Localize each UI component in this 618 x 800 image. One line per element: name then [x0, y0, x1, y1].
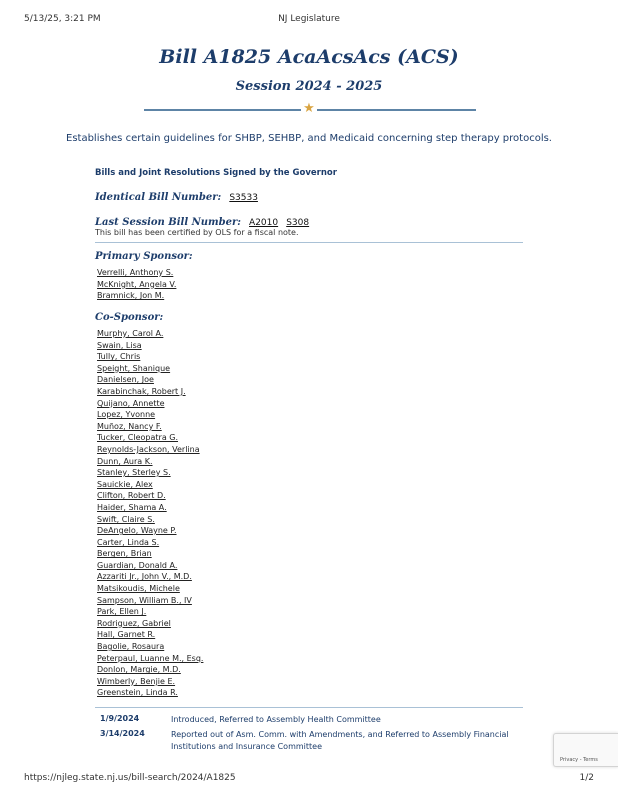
sponsor-link[interactable]: Swain, Lisa — [97, 340, 142, 350]
sponsor-link[interactable]: Danielsen, Joe — [97, 375, 154, 385]
sponsor-link[interactable]: Reynolds-Jackson, Verlina — [97, 444, 200, 454]
sponsor-link[interactable]: McKnight, Angela V. — [97, 279, 177, 289]
sponsor-link[interactable]: Stanley, Sterley S. — [97, 468, 171, 478]
bill-actions — [100, 714, 520, 752]
print-url: https://njleg.state.nj.us/bill-search/2024/A1825 — [24, 773, 236, 783]
sponsor-link[interactable]: Greenstein, Linda R. — [97, 688, 178, 698]
recaptcha-badge[interactable] — [553, 733, 618, 767]
bill-synopsis: Establishes certain guidelines for SHBP, SEHBP, and Medicaid concerning step therapy protocols. — [66, 133, 552, 144]
sponsor-link[interactable]: Azzariti Jr., John V., M.D. — [97, 572, 192, 582]
sponsor-link[interactable]: Muñoz, Nancy F. — [97, 421, 162, 431]
sponsor-link[interactable]: Bagolie, Rosaura — [97, 642, 165, 652]
primary-sponsor-list — [97, 267, 176, 302]
sponsor-link[interactable]: Donlon, Margie, M.D. — [97, 665, 181, 675]
print-datetime: 5/13/25, 3:21 PM — [24, 14, 101, 24]
sponsor-link[interactable]: Swift, Claire S. — [97, 514, 155, 524]
last-session-bill-link[interactable]: S308 — [286, 218, 310, 228]
sponsor-link[interactable]: Speight, Shanique — [97, 363, 171, 373]
sponsor-link[interactable]: Wimberly, Benjie E. — [97, 676, 176, 686]
sponsor-link[interactable]: Bergen, Brian — [97, 549, 152, 559]
signed-status-label: Bills and Joint Resolutions Signed by the Governor — [95, 168, 337, 178]
identical-bill-row — [95, 185, 258, 204]
last-session-row — [95, 210, 309, 229]
action-description: Introduced, Referred to Assembly Health Committee — [171, 715, 381, 724]
co-sponsor-list — [97, 328, 203, 699]
sponsor-link[interactable]: Park, Ellen J. — [97, 607, 147, 617]
star-icon: ★ — [301, 101, 317, 117]
action-row — [100, 714, 520, 729]
sponsor-link[interactable]: Sauickie, Alex — [97, 479, 153, 489]
sponsor-link[interactable]: Carter, Linda S. — [97, 537, 160, 547]
action-date: 1/9/2024 — [100, 714, 140, 723]
sponsor-link[interactable]: Murphy, Carol A. — [97, 329, 164, 338]
sponsor-link[interactable]: Sampson, William B., IV — [97, 595, 192, 605]
sponsor-link[interactable]: DeAngelo, Wayne P. — [97, 526, 177, 536]
print-page-number: 1/2 — [579, 773, 594, 783]
sponsor-link[interactable]: Bramnick, Jon M. — [97, 291, 165, 301]
bill-title: Bill A1825 AcaAcsAcs (ACS) — [159, 46, 459, 68]
sponsor-link[interactable]: Tucker, Cleopatra G. — [97, 433, 179, 443]
last-session-bill-link[interactable]: A2010 — [249, 218, 279, 228]
sponsor-link[interactable]: Verrelli, Anthony S. — [97, 268, 174, 277]
action-row — [100, 729, 520, 752]
primary-sponsor-label: Primary Sponsor: — [95, 251, 193, 262]
action-description: Reported out of Asm. Comm. with Amendments, and Referred to Assembly Financial Institutions and Insurance Committee — [171, 730, 509, 751]
print-site-name: NJ Legislature — [278, 14, 340, 24]
last-session-label: Last Session Bill Number: — [95, 217, 241, 228]
action-date: 3/14/2024 — [100, 729, 145, 738]
sponsor-link[interactable]: Haider, Shama A. — [97, 502, 167, 512]
sponsor-link[interactable]: Guardian, Donald A. — [97, 560, 178, 570]
sponsor-link[interactable]: Clifton, Robert D. — [97, 491, 166, 501]
actions-divider — [95, 707, 523, 708]
sponsor-link[interactable]: Matsikoudis, Michele — [97, 584, 180, 594]
sponsor-link[interactable]: Quijano, Annette — [97, 398, 165, 408]
fiscal-note: This bill has been certified by OLS for a fiscal note. — [95, 228, 299, 237]
recaptcha-links[interactable]: Privacy - Terms — [560, 757, 598, 763]
print-header — [24, 14, 594, 26]
session-label: Session 2024 - 2025 — [235, 79, 383, 94]
sponsor-link[interactable]: Karabinchak, Robert J. — [97, 386, 186, 396]
identical-bill-link[interactable]: S3533 — [229, 193, 258, 203]
sponsor-link[interactable]: Tully, Chris — [97, 352, 141, 362]
print-footer — [24, 773, 594, 785]
sponsor-link[interactable]: Rodriguez, Gabriel — [97, 618, 171, 628]
identical-bill-label: Identical Bill Number: — [95, 192, 222, 203]
sponsor-link[interactable]: Peterpaul, Luanne M., Esq. — [97, 653, 204, 663]
section-divider — [95, 242, 523, 243]
sponsor-link[interactable]: Lopez, Yvonne — [97, 410, 156, 420]
co-sponsor-label: Co-Sponsor: — [95, 312, 164, 323]
sponsor-link[interactable]: Hall, Garnet R. — [97, 630, 156, 640]
sponsor-link[interactable]: Dunn, Aura K. — [97, 456, 153, 466]
